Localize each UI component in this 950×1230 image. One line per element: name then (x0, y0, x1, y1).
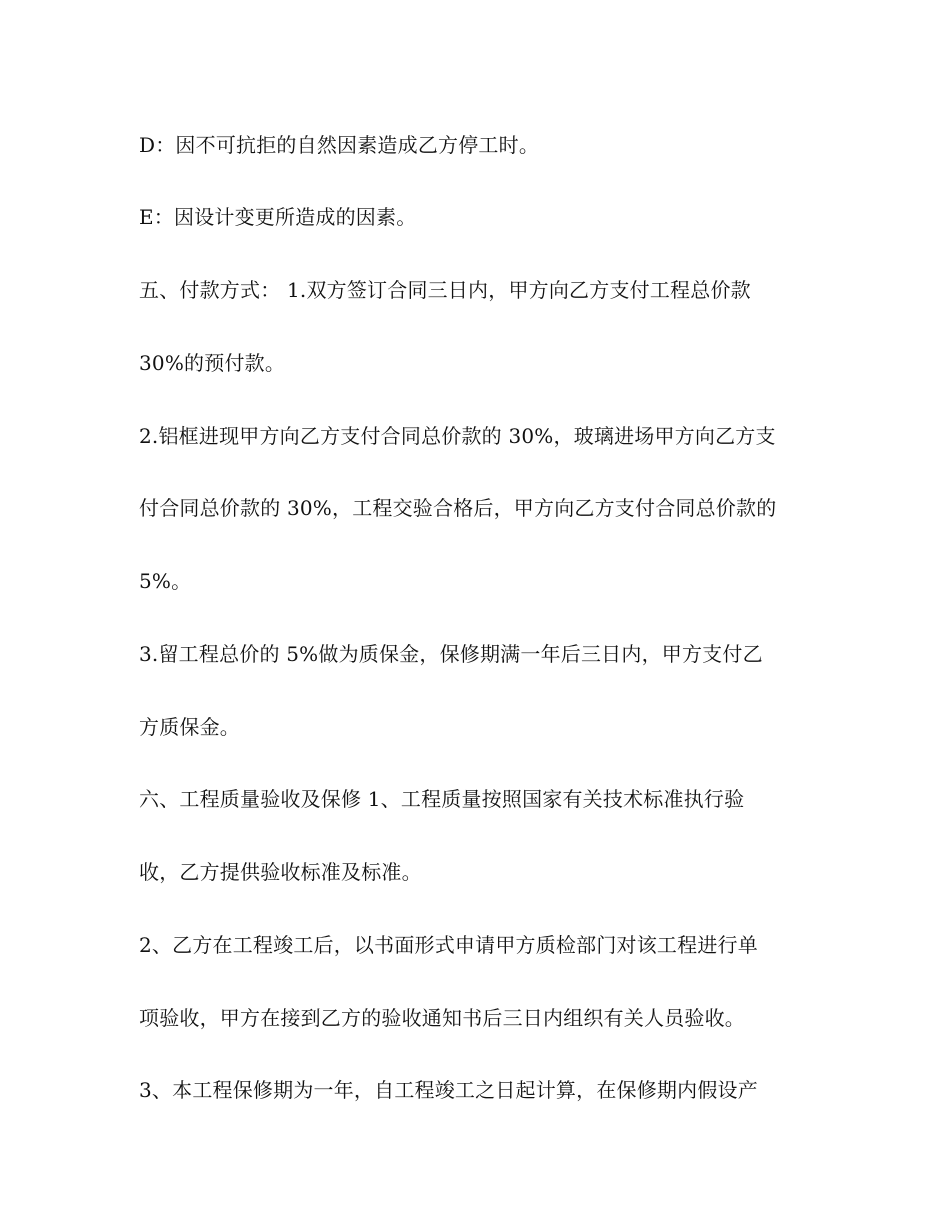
text-line-payment-item-2-cont: 付合同总价款的 30%，工程交验合格后，甲方向乙方支付合同总价款的 (139, 496, 777, 520)
text-line-payment-heading: 五、付款方式： 1.双方签订合同三日内，甲方向乙方支付工程总价款 (139, 278, 751, 302)
text-line-quality-item-3: 3、本工程保修期为一年，自工程竣工之日起计算，在保修期内假设产 (139, 1078, 758, 1102)
text-line-quality-heading: 六、工程质量验收及保修 1、工程质量按照国家有关技术标准执行验 (139, 787, 745, 811)
text-line-payment-item-3-end: 方质保金。 (139, 715, 240, 739)
text-line-payment-item-2-end: 5%。 (139, 569, 192, 593)
text-line-payment-item-2: 2.铝框进现甲方向乙方支付合同总价款的 30%，玻璃进场甲方向乙方支 (139, 424, 776, 448)
text-line-quality-cont: 收，乙方提供验收标准及标准。 (139, 860, 422, 884)
text-line-payment-advance: 30%的预付款。 (139, 351, 286, 375)
text-line-clause-d: D：因不可抗拒的自然因素造成乙方停工时。 (139, 133, 540, 157)
text-line-quality-item-2-cont: 项验收，甲方在接到乙方的验收通知书后三日内组织有关人员验收。 (139, 1006, 745, 1030)
text-line-quality-item-2: 2、乙方在工程竣工后，以书面形式申请甲方质检部门对该工程进行单 (139, 933, 758, 957)
text-line-payment-item-3: 3.留工程总价的 5%做为质保金，保修期满一年后三日内，甲方支付乙 (139, 642, 763, 666)
text-line-clause-e: E：因设计变更所造成的因素。 (139, 205, 417, 229)
